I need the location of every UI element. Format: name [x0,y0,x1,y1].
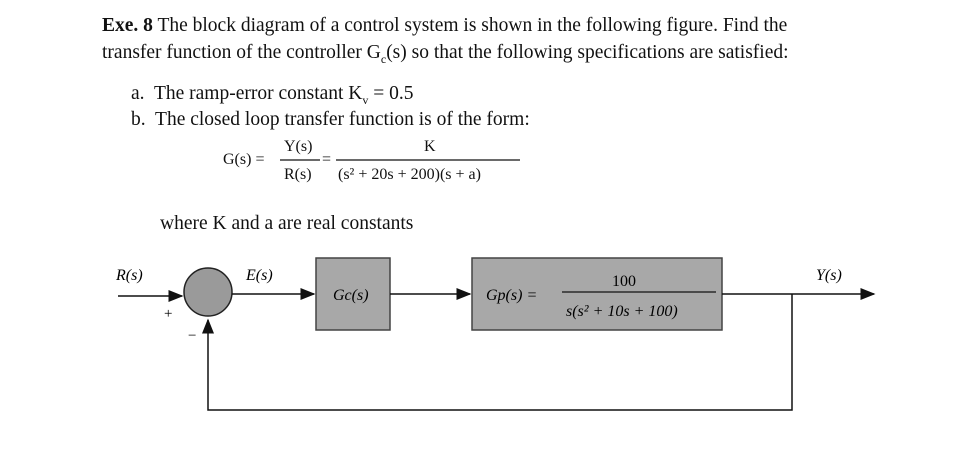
item-a-text: The ramp-error constant K [153,83,363,104]
plant-numerator: 100 [612,273,636,290]
plant-lhs-label: Gp(s) = [486,287,538,304]
statement-text-2b: (s) so that the following specifications are satisfied: [386,42,789,63]
item-marker-a: a. [131,83,145,104]
statement-text-1: The block diagram of a control system is shown in the following figure. Find the [157,15,788,36]
statement-text-2a: transfer function of the controller G [102,42,381,63]
equation-num2: K [424,138,436,155]
minus-sign: − [188,328,197,344]
input-label: R(s) [116,267,143,284]
plus-sign: + [164,306,173,322]
subscript-c: c [380,51,387,66]
item-a-sub: v [362,92,369,107]
equation-lhs: G(s) = [223,151,265,168]
error-label: E(s) [246,267,273,284]
item-a-value: = 0.5 [368,83,414,104]
equation-den1: R(s) [284,166,312,183]
constants-note: where K and a are real constants [160,213,414,234]
plant-denominator: s(s² + 10s + 100) [566,303,678,320]
equation-den2: (s² + 20s + 200)(s + a) [338,166,481,183]
equation-eq2: = [322,151,332,168]
item-marker-b: b. [131,109,146,130]
item-b-text: The closed loop transfer function is of the form: [155,109,530,130]
controller-label: Gc(s) [333,287,369,304]
exercise-label: Exe. 8 [102,15,153,36]
summing-junction [184,268,232,316]
output-label: Y(s) [816,267,842,284]
equation-num1: Y(s) [284,138,313,155]
